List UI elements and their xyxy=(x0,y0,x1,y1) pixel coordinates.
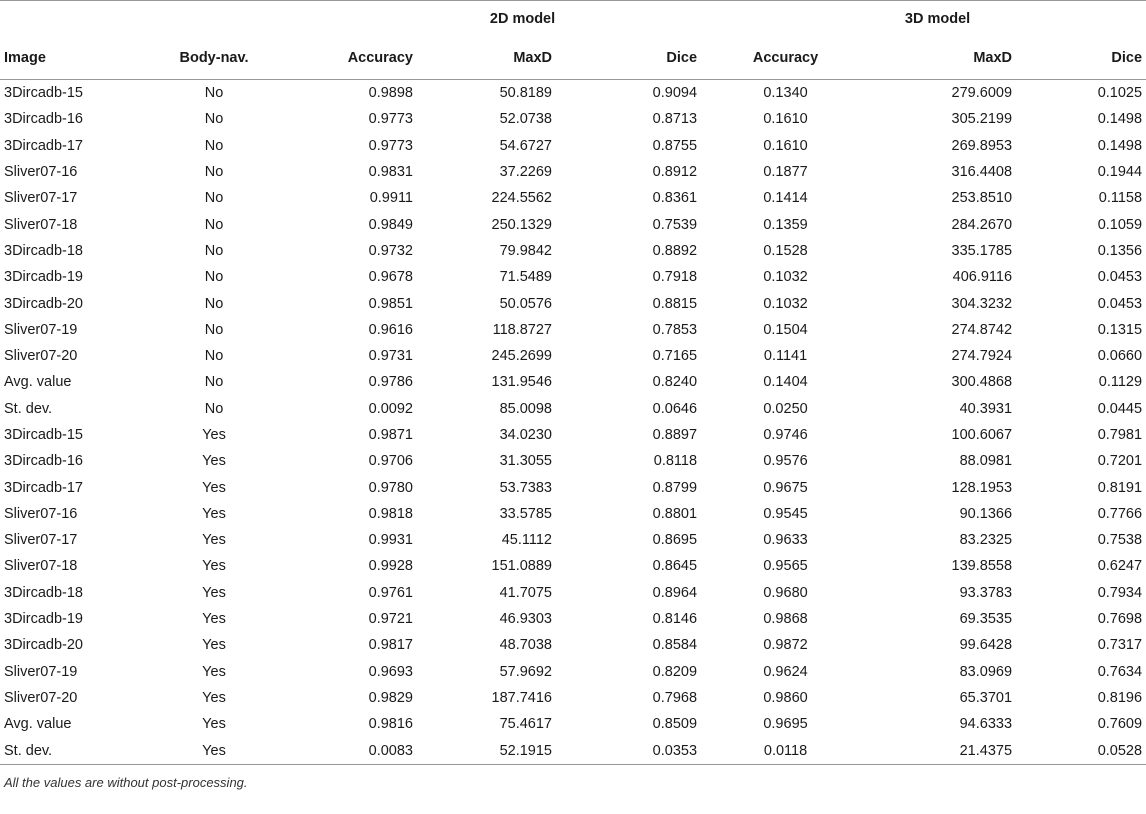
column-header-body-nav: Body-nav. xyxy=(150,37,278,80)
cell-accuracy-2d: 0.9706 xyxy=(368,453,413,470)
cell-maxd-2d: 131.9546 xyxy=(491,374,552,391)
table-row xyxy=(0,527,1146,553)
cell-accuracy-3d: 0.9545 xyxy=(763,505,808,522)
cell-body-nav: No xyxy=(204,190,224,207)
table-row xyxy=(0,606,1146,632)
cell-maxd-3d: 284.2670 xyxy=(951,216,1013,233)
cell-body-nav: Yes xyxy=(202,558,226,575)
cell-maxd-3d: 316.4408 xyxy=(951,164,1013,181)
cell-maxd-3d: 300.4868 xyxy=(951,374,1013,391)
cell-dice-3d: 0.1498 xyxy=(1097,111,1143,128)
column-header-accuracy-2d: Accuracy xyxy=(278,37,413,80)
cell-maxd-2d: 48.7038 xyxy=(499,637,552,654)
cell-maxd-3d: 83.0969 xyxy=(959,663,1013,680)
cell-accuracy-2d: 0.9693 xyxy=(368,663,413,680)
cell-dice-2d: 0.0646 xyxy=(652,400,698,417)
cell-body-nav: No xyxy=(204,137,224,154)
cell-maxd-2d: 187.7416 xyxy=(491,689,552,706)
cell-dice-2d: 0.8799 xyxy=(652,479,698,496)
cell-accuracy-3d: 0.9675 xyxy=(763,479,808,496)
cell-accuracy-2d: 0.9773 xyxy=(368,111,413,128)
cell-dice-2d: 0.8240 xyxy=(652,374,698,391)
table-row xyxy=(0,133,1146,159)
cell-body-nav: Yes xyxy=(202,479,226,496)
cell-maxd-2d: 50.0576 xyxy=(499,295,552,312)
cell-dice-2d: 0.8801 xyxy=(652,505,698,522)
cell-accuracy-3d: 0.9633 xyxy=(763,532,808,549)
cell-dice-3d: 0.0453 xyxy=(1097,269,1143,286)
cell-accuracy-2d: 0.9871 xyxy=(368,427,413,443)
cell-dice-3d: 0.7609 xyxy=(1097,716,1143,733)
cell-image: 3Dircadb-20 xyxy=(4,637,83,654)
cell-accuracy-3d: 0.1032 xyxy=(763,295,808,312)
cell-image: Sliver07-19 xyxy=(4,321,78,338)
cell-accuracy-3d: 0.9565 xyxy=(763,558,808,575)
cell-accuracy-2d: 0.9817 xyxy=(368,637,413,654)
cell-maxd-3d: 253.8510 xyxy=(951,190,1013,207)
group-3d-model-header: 3D model xyxy=(729,1,1146,38)
cell-image: 3Dircadb-16 xyxy=(4,453,83,470)
cell-body-nav: Yes xyxy=(202,611,226,628)
table-row xyxy=(0,290,1146,316)
cell-dice-2d: 0.8361 xyxy=(652,190,698,207)
cell-dice-3d: 0.0528 xyxy=(1012,737,1146,764)
cell-maxd-3d: 83.2325 xyxy=(959,532,1013,549)
cell-body-nav: No xyxy=(204,321,224,338)
cell-accuracy-2d: 0.9849 xyxy=(368,216,413,233)
cell-maxd-2d: 34.0230 xyxy=(499,427,552,443)
cell-maxd-2d: 52.1915 xyxy=(413,737,552,764)
table-row xyxy=(0,422,1146,448)
cell-body-nav: Yes xyxy=(202,637,226,654)
cell-image: Sliver07-16 xyxy=(4,164,78,181)
cell-image: 3Dircadb-17 xyxy=(4,479,83,496)
cell-accuracy-2d: 0.9780 xyxy=(368,479,413,496)
cell-dice-3d: 0.0445 xyxy=(1097,400,1143,417)
column-header-dice-2d: Dice xyxy=(552,37,697,80)
cell-dice-2d: 0.9094 xyxy=(652,85,698,102)
cell-dice-3d: 0.1025 xyxy=(1097,85,1143,102)
cell-dice-3d: 0.0453 xyxy=(1097,295,1143,312)
cell-image: Sliver07-17 xyxy=(4,190,78,207)
cell-dice-3d: 0.1356 xyxy=(1097,242,1143,259)
cell-image: St. dev. xyxy=(0,737,150,764)
cell-dice-3d: 0.6247 xyxy=(1097,558,1143,575)
cell-accuracy-2d: 0.9721 xyxy=(368,611,413,628)
cell-accuracy-3d: 0.9695 xyxy=(763,716,808,733)
cell-dice-2d: 0.8755 xyxy=(652,137,698,154)
group-2d-model-header: 2D model xyxy=(278,1,697,38)
cell-accuracy-2d: 0.0083 xyxy=(278,737,413,764)
cell-dice-3d: 0.7698 xyxy=(1097,611,1143,628)
cell-accuracy-2d: 0.9898 xyxy=(368,85,413,102)
cell-image: Sliver07-16 xyxy=(4,505,78,522)
cell-image: 3Dircadb-18 xyxy=(4,584,83,601)
cell-body-nav: No xyxy=(204,400,224,417)
cell-image: 3Dircadb-18 xyxy=(4,242,83,259)
cell-accuracy-3d: 0.9872 xyxy=(763,637,808,654)
cell-body-nav: No xyxy=(204,295,224,312)
cell-dice-3d: 0.0660 xyxy=(1097,348,1143,365)
cell-maxd-3d: 139.8558 xyxy=(951,558,1013,575)
cell-body-nav: Yes xyxy=(202,453,226,470)
cell-accuracy-3d: 0.0118 xyxy=(729,737,842,764)
cell-accuracy-2d: 0.9911 xyxy=(369,190,413,207)
cell-maxd-3d: 69.3535 xyxy=(959,611,1013,628)
cell-dice-2d: 0.8695 xyxy=(652,532,698,549)
table-row xyxy=(0,632,1146,658)
cell-body-nav: No xyxy=(204,164,224,181)
cell-body-nav: No xyxy=(204,348,224,365)
cell-maxd-3d: 21.4375 xyxy=(842,737,1012,764)
cell-body-nav: No xyxy=(204,242,224,259)
cell-body-nav: Yes xyxy=(202,532,226,549)
cell-dice-3d: 0.7766 xyxy=(1097,505,1143,522)
table-row xyxy=(0,448,1146,474)
cell-image: 3Dircadb-20 xyxy=(4,295,83,312)
cell-accuracy-2d: 0.9831 xyxy=(368,164,413,181)
table-row xyxy=(0,369,1146,395)
cell-image: 3Dircadb-19 xyxy=(4,269,83,286)
cell-accuracy-2d: 0.9816 xyxy=(368,716,413,733)
column-header-maxd-3d: MaxD xyxy=(842,37,1012,80)
table-row xyxy=(0,580,1146,606)
cell-dice-3d: 0.7981 xyxy=(1097,427,1143,443)
cell-dice-2d: 0.8509 xyxy=(652,716,698,733)
column-header-row xyxy=(0,37,1146,80)
column-header-dice-3d: Dice xyxy=(1012,37,1146,80)
cell-maxd-3d: 40.3931 xyxy=(959,400,1013,417)
table-row xyxy=(0,80,1146,107)
cell-image: Sliver07-18 xyxy=(4,558,78,575)
cell-maxd-2d: 151.0889 xyxy=(491,558,552,575)
cell-accuracy-2d: 0.9732 xyxy=(368,242,413,259)
cell-accuracy-3d: 0.1359 xyxy=(763,216,808,233)
cell-accuracy-2d: 0.9928 xyxy=(368,558,413,575)
cell-body-nav: Yes xyxy=(202,689,226,706)
cell-maxd-3d: 94.6333 xyxy=(959,716,1013,733)
cell-maxd-2d: 250.1329 xyxy=(491,216,552,233)
table-row xyxy=(0,553,1146,579)
cell-image: 3Dircadb-16 xyxy=(4,111,83,128)
cell-accuracy-3d: 0.1141 xyxy=(763,348,808,365)
table-row xyxy=(0,159,1146,185)
cell-dice-2d: 0.7165 xyxy=(652,348,698,365)
cell-dice-2d: 0.8897 xyxy=(652,427,698,443)
cell-dice-2d: 0.8584 xyxy=(652,637,698,654)
cell-accuracy-2d: 0.9731 xyxy=(368,348,413,365)
cell-maxd-3d: 406.9116 xyxy=(952,269,1013,286)
cell-image: Sliver07-20 xyxy=(4,348,78,365)
cell-dice-3d: 0.1498 xyxy=(1097,137,1143,154)
cell-body-nav: Yes xyxy=(202,505,226,522)
cell-image: Sliver07-20 xyxy=(4,689,78,706)
table-row xyxy=(0,106,1146,132)
cell-body-nav: No xyxy=(204,85,224,102)
cell-maxd-2d: 57.9692 xyxy=(499,663,552,680)
cell-body-nav: Yes xyxy=(202,427,226,443)
cell-maxd-2d: 118.8727 xyxy=(492,321,552,338)
cell-dice-2d: 0.8146 xyxy=(652,611,698,628)
cell-accuracy-2d: 0.9773 xyxy=(368,137,413,154)
cell-image: 3Dircadb-17 xyxy=(4,137,83,154)
cell-maxd-2d: 41.7075 xyxy=(499,584,552,601)
cell-dice-2d: 0.7968 xyxy=(652,689,698,706)
cell-dice-2d: 0.8815 xyxy=(652,295,698,312)
cell-maxd-3d: 335.1785 xyxy=(951,242,1013,259)
cell-accuracy-2d: 0.9678 xyxy=(368,269,413,286)
table-row xyxy=(0,238,1146,264)
cell-maxd-2d: 37.2269 xyxy=(499,164,552,181)
column-header-image: Image xyxy=(0,37,150,80)
cell-accuracy-3d: 0.1610 xyxy=(763,137,808,154)
cell-dice-3d: 0.1944 xyxy=(1097,164,1143,181)
cell-dice-3d: 0.1158 xyxy=(1098,190,1143,207)
cell-image: Avg. value xyxy=(4,716,72,733)
cell-dice-3d: 0.1129 xyxy=(1098,374,1143,391)
cell-dice-3d: 0.7538 xyxy=(1097,532,1143,549)
cell-maxd-2d: 71.5489 xyxy=(499,269,552,286)
table-row xyxy=(0,474,1146,500)
cell-maxd-2d: 79.9842 xyxy=(499,242,552,259)
cell-accuracy-3d: 0.1404 xyxy=(763,374,808,391)
cell-dice-2d: 0.8912 xyxy=(652,164,698,181)
cell-accuracy-3d: 0.0250 xyxy=(763,400,808,417)
cell-maxd-2d: 85.0098 xyxy=(499,400,552,417)
cell-maxd-3d: 279.6009 xyxy=(951,85,1013,102)
cell-maxd-3d: 128.1953 xyxy=(951,479,1013,496)
cell-maxd-2d: 54.6727 xyxy=(499,137,552,154)
cell-dice-2d: 0.7918 xyxy=(652,269,698,286)
cell-accuracy-2d: 0.9829 xyxy=(368,689,413,706)
cell-accuracy-3d: 0.1340 xyxy=(763,85,808,102)
cell-accuracy-3d: 0.9680 xyxy=(763,584,808,601)
cell-dice-3d: 0.1315 xyxy=(1097,321,1143,338)
cell-dice-3d: 0.8191 xyxy=(1097,479,1143,496)
cell-dice-3d: 0.7201 xyxy=(1097,453,1143,470)
cell-maxd-3d: 269.8953 xyxy=(951,137,1013,154)
cell-accuracy-3d: 0.1032 xyxy=(763,269,808,286)
table-row xyxy=(0,685,1146,711)
cell-accuracy-2d: 0.9818 xyxy=(368,505,413,522)
cell-accuracy-3d: 0.9860 xyxy=(763,689,808,706)
cell-accuracy-2d: 0.9851 xyxy=(368,295,413,312)
cell-maxd-3d: 274.8742 xyxy=(951,321,1013,338)
cell-maxd-2d: 31.3055 xyxy=(499,453,552,470)
cell-body-nav: No xyxy=(204,216,224,233)
cell-dice-3d: 0.7317 xyxy=(1097,637,1143,654)
cell-accuracy-3d: 0.9624 xyxy=(763,663,808,680)
cell-accuracy-3d: 0.1528 xyxy=(763,242,808,259)
table-row xyxy=(0,317,1146,343)
cell-image: St. dev. xyxy=(4,400,53,417)
cell-body-nav: No xyxy=(204,111,224,128)
cell-accuracy-3d: 0.1877 xyxy=(763,164,808,181)
cell-image: 3Dircadb-19 xyxy=(4,611,83,628)
table-row xyxy=(0,343,1146,369)
cell-body-nav: Yes xyxy=(202,584,226,601)
cell-image: 3Dircadb-15 xyxy=(4,85,83,102)
cell-accuracy-3d: 0.1414 xyxy=(763,190,808,207)
cell-image: Sliver07-17 xyxy=(4,532,78,549)
cell-maxd-3d: 65.3701 xyxy=(959,689,1013,706)
cell-dice-2d: 0.8713 xyxy=(652,111,698,128)
cell-maxd-3d: 88.0981 xyxy=(959,453,1013,470)
cell-accuracy-3d: 0.1610 xyxy=(763,111,808,128)
cell-dice-2d: 0.8892 xyxy=(652,242,698,259)
table-row xyxy=(0,737,1146,764)
cell-maxd-2d: 245.2699 xyxy=(491,348,552,365)
cell-maxd-3d: 274.7924 xyxy=(951,348,1013,365)
cell-dice-3d: 0.1059 xyxy=(1097,216,1143,233)
cell-dice-2d: 0.8209 xyxy=(652,663,698,680)
table-row xyxy=(0,211,1146,237)
cell-image: Avg. value xyxy=(4,374,72,391)
table-row xyxy=(0,185,1146,211)
cell-accuracy-3d: 0.9868 xyxy=(763,611,808,628)
cell-maxd-3d: 93.3783 xyxy=(959,584,1013,601)
table-row xyxy=(0,659,1146,685)
table-row xyxy=(0,264,1146,290)
cell-maxd-3d: 100.6067 xyxy=(951,427,1013,443)
cell-image: 3Dircadb-15 xyxy=(4,427,83,443)
cell-accuracy-3d: 0.9576 xyxy=(763,453,808,470)
cell-maxd-3d: 99.6428 xyxy=(959,637,1013,654)
table-row xyxy=(0,501,1146,527)
cell-body-nav: No xyxy=(204,374,224,391)
cell-maxd-2d: 75.4617 xyxy=(499,716,552,733)
cell-dice-2d: 0.8964 xyxy=(652,584,698,601)
cell-maxd-2d: 46.9303 xyxy=(499,611,552,628)
cell-accuracy-3d: 0.9746 xyxy=(763,427,808,443)
cell-dice-3d: 0.7934 xyxy=(1097,584,1143,601)
cell-maxd-2d: 45.1112 xyxy=(501,532,552,549)
cell-body-nav: Yes xyxy=(202,716,226,733)
cell-dice-2d: 0.0353 xyxy=(552,737,697,764)
cell-maxd-3d: 304.3232 xyxy=(951,295,1013,312)
cell-maxd-3d: 305.2199 xyxy=(951,111,1013,128)
cell-dice-2d: 0.7539 xyxy=(652,216,698,233)
table-row xyxy=(0,396,1146,422)
cell-body-nav: No xyxy=(204,269,224,286)
cell-image: Sliver07-18 xyxy=(4,216,78,233)
column-header-maxd-2d: MaxD xyxy=(413,37,552,80)
cell-accuracy-2d: 0.9616 xyxy=(368,321,413,338)
column-header-accuracy-3d: Accuracy xyxy=(729,37,842,80)
cell-dice-3d: 0.7634 xyxy=(1097,663,1143,680)
cell-image: Sliver07-19 xyxy=(4,663,78,680)
cell-dice-2d: 0.8645 xyxy=(652,558,698,575)
cell-maxd-2d: 224.5562 xyxy=(491,190,552,207)
cell-accuracy-2d: 0.9761 xyxy=(368,584,413,601)
table-footnote: All the values are without post-processing. xyxy=(4,774,248,790)
cell-accuracy-2d: 0.9931 xyxy=(368,532,413,549)
cell-accuracy-2d: 0.0092 xyxy=(368,400,413,417)
cell-maxd-2d: 52.0738 xyxy=(499,111,552,128)
cell-body-nav: Yes xyxy=(150,737,278,764)
cell-maxd-3d: 90.1366 xyxy=(959,505,1013,522)
table-row xyxy=(0,711,1146,737)
cell-dice-3d: 0.8196 xyxy=(1097,689,1143,706)
cell-dice-2d: 0.8118 xyxy=(653,453,698,470)
cell-dice-2d: 0.7853 xyxy=(652,321,698,338)
cell-body-nav: Yes xyxy=(202,663,226,680)
cell-maxd-2d: 33.5785 xyxy=(499,505,552,522)
cell-maxd-2d: 50.8189 xyxy=(499,85,552,102)
cell-accuracy-3d: 0.1504 xyxy=(763,321,808,338)
cell-accuracy-2d: 0.9786 xyxy=(368,374,413,391)
group-header-row xyxy=(0,1,1146,38)
cell-maxd-2d: 53.7383 xyxy=(499,479,552,496)
